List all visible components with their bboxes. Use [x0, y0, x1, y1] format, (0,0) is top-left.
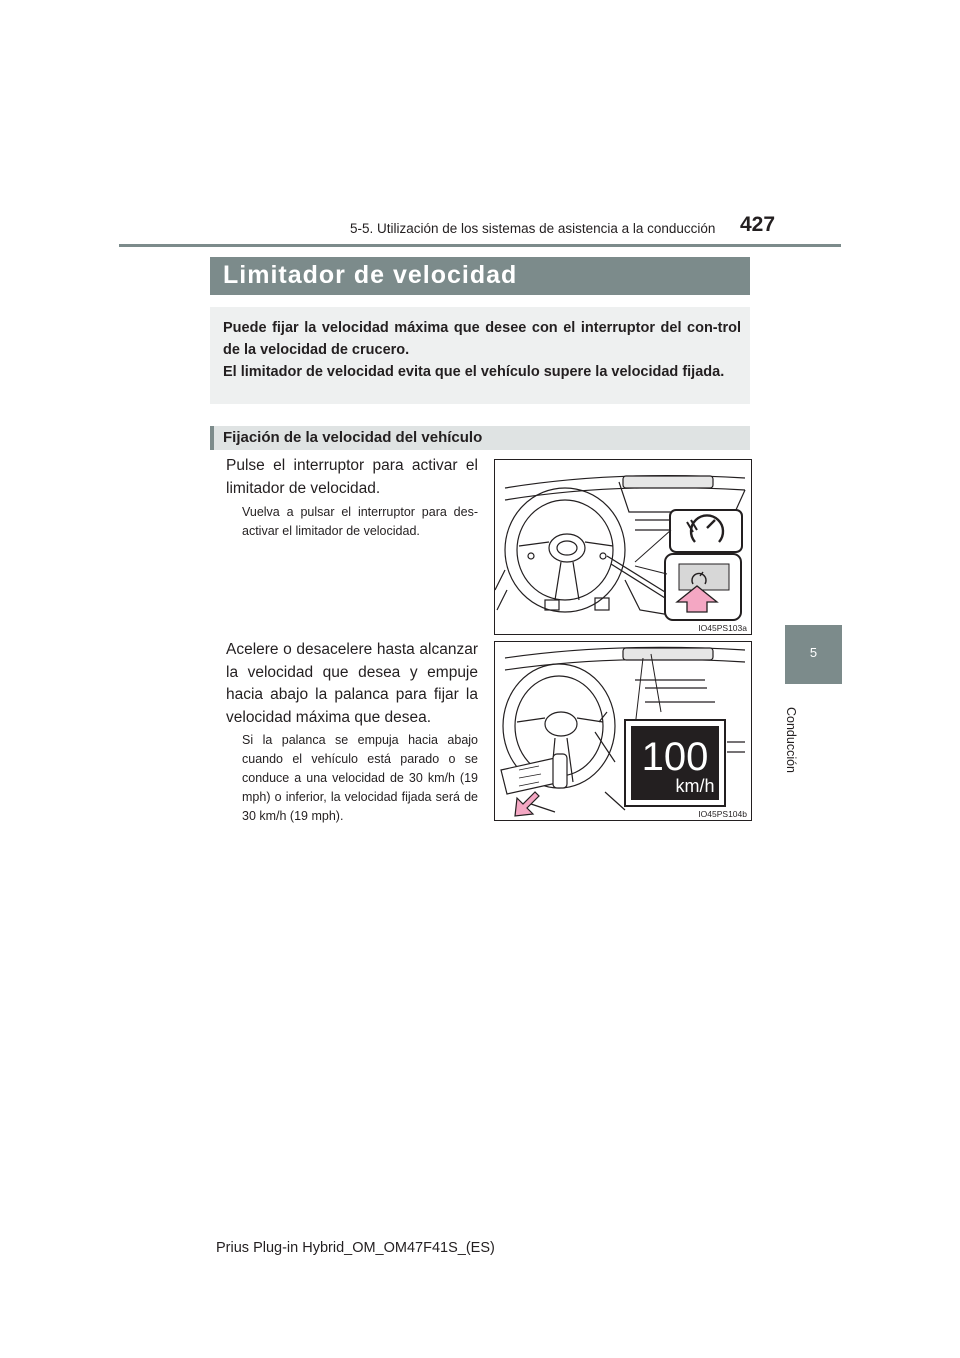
- running-head: 5-5. Utilización de los sistemas de asistencia a la conducción: [350, 221, 716, 236]
- step-2-note: Si la palanca se empuja hacia abajo cuando el vehículo está parado o se conduce a una velocidad de 30 km/h (19 mph) o inferior, la velocidad fijada será de 30 km/h (19 mph).: [242, 733, 478, 823]
- speed-limiter-icon: [670, 510, 742, 552]
- chapter-label: [777, 700, 805, 780]
- subsection-title: [210, 426, 750, 450]
- intro-text: Puede fijar la velocidad máxima que desee con el interruptor del con-trol de la velocidad de crucero. El limitador de velocidad evita que el vehículo supere la velocidad fijada.: [223, 320, 741, 380]
- chapter-label-text: Conducción: [784, 706, 798, 774]
- figure-code-1: IO45PS103a: [698, 623, 747, 633]
- step-2-text: Acelere o desacelere hasta alcanzar la velocidad que desea y empuje hacia abajo la palanca para fijar la velocidad máxima que desea.: [226, 641, 478, 726]
- chapter-tab: [785, 625, 842, 684]
- page-number: 427: [740, 213, 776, 236]
- speed-display: [625, 720, 725, 806]
- section-title: [210, 257, 750, 295]
- figure-speed-setting-lever: [494, 641, 752, 821]
- dashboard-illustration-2: [495, 642, 751, 820]
- speed-value: 100: [641, 735, 709, 779]
- section-title-text: Limitador de velocidad: [223, 261, 518, 289]
- step-1-text: Pulse el interruptor para activar el limitador de velocidad.: [226, 457, 478, 497]
- subsection-title-text: Fijación de la velocidad del vehículo: [223, 429, 483, 446]
- subsection-accent: [210, 426, 214, 450]
- intro-box: [210, 307, 750, 404]
- header-rule: [119, 244, 841, 247]
- figure-speed-limiter-switch: [494, 459, 752, 635]
- figure-code-2: IO45PS104b: [698, 809, 747, 819]
- footer: Prius Plug-in Hybrid_OM_OM47F41S_(ES): [216, 1240, 495, 1256]
- dashboard-illustration-1: [495, 460, 751, 634]
- speed-unit: km/h: [675, 776, 715, 796]
- push-down-arrow-icon: [515, 792, 539, 816]
- chapter-number: 5: [809, 645, 818, 660]
- step-1-note: Vuelva a pulsar el interruptor para des-activar el limitador de velocidad.: [242, 505, 478, 538]
- cruise-lever: [501, 754, 567, 794]
